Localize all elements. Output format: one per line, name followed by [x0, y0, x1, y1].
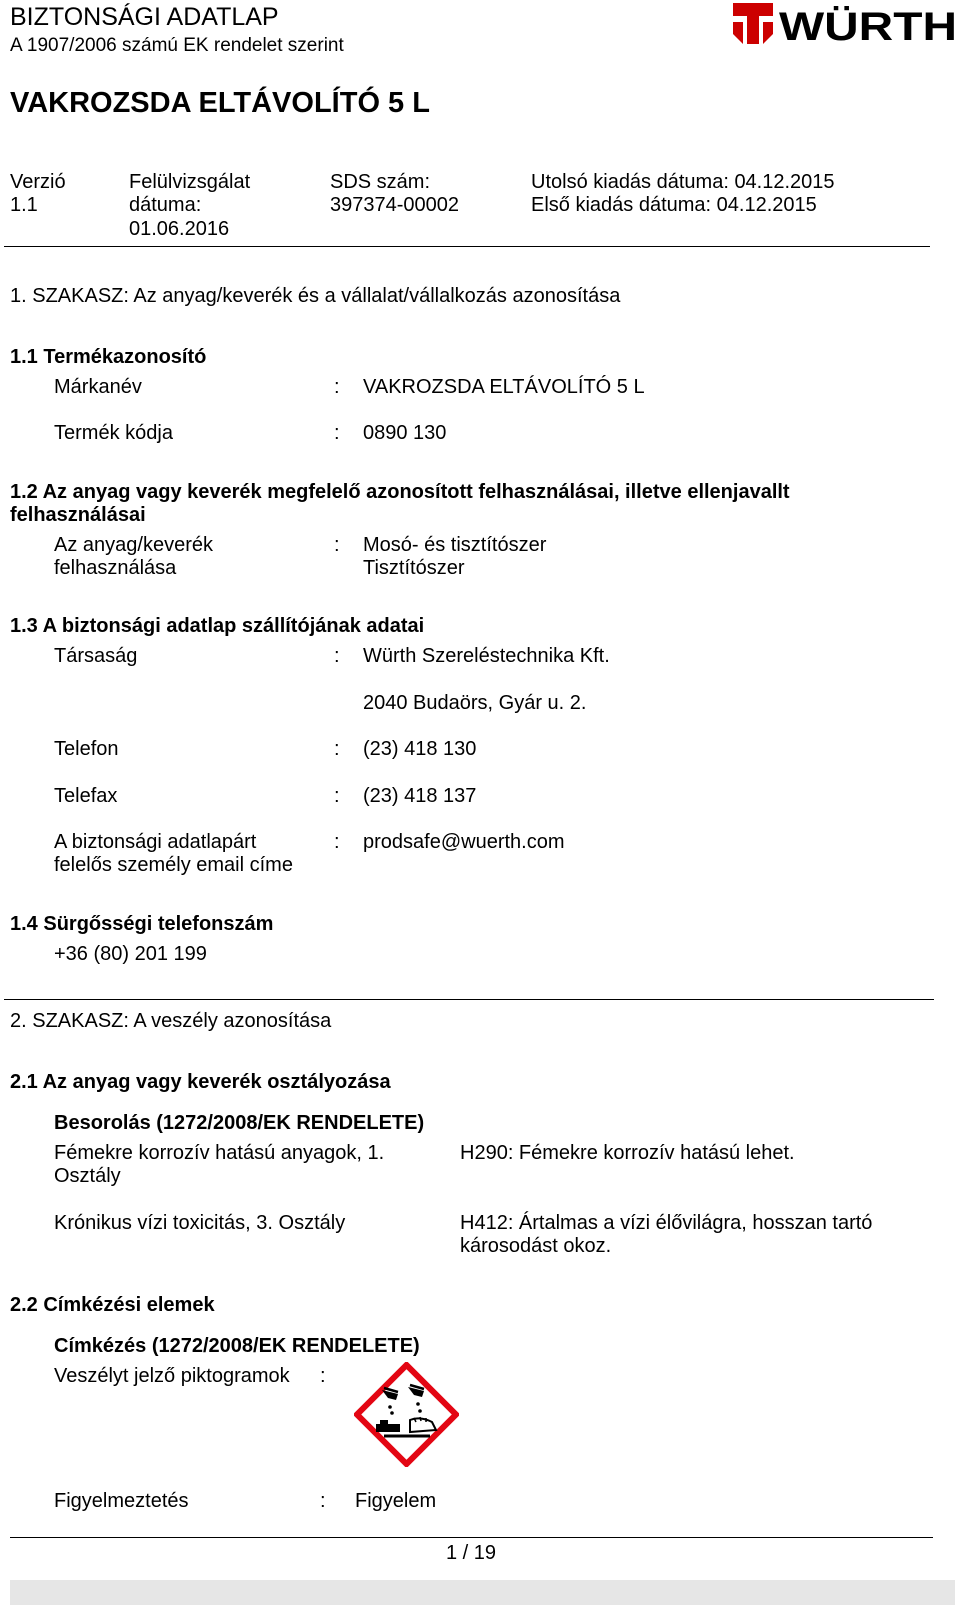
colon: :: [334, 645, 340, 667]
version-label: Verzió: [10, 171, 66, 193]
sds-number: 397374-00002: [330, 194, 460, 216]
fax-value: (23) 418 137: [363, 785, 477, 807]
footer-divider: [10, 1537, 933, 1538]
corrosion-ghs05-icon: [354, 1362, 459, 1467]
hazard-statement-h412: H412: Ártalmas a vízi élővilágra, hosszan tartó: [460, 1212, 873, 1234]
classification-2: Krónikus vízi toxicitás, 3. Osztály: [54, 1212, 346, 1234]
product-code-value: 0890 130: [363, 422, 447, 444]
company-address: 2040 Budaörs, Gyár u. 2.: [363, 692, 587, 714]
colon: :: [334, 738, 340, 760]
subsection-2-2-heading: 2.2 Címkézési elemek: [10, 1294, 215, 1316]
wurth-logo: [733, 0, 958, 52]
use-label: Az anyag/keverék: [54, 534, 213, 556]
emergency-phone: +36 (80) 201 199: [54, 943, 207, 965]
section-2-heading: 2. SZAKASZ: A veszély azonosítása: [10, 1010, 332, 1032]
document-title: BIZTONSÁGI ADATLAP: [10, 3, 279, 31]
hazard-statement-h290: H290: Fémekre korrozív hatású lehet.: [460, 1142, 795, 1164]
colon: :: [334, 785, 340, 807]
header-divider: [4, 246, 930, 247]
revision-label: Felülvizsgálat: [129, 171, 251, 193]
revision-date: 01.06.2016: [129, 218, 230, 240]
sds-label: SDS szám:: [330, 171, 431, 193]
hazard-statement-h412-cont: károsodást okoz.: [460, 1235, 612, 1257]
subsection-2-1-heading: 2.1 Az anyag vagy keverék osztályozása: [10, 1071, 391, 1093]
email-label: A biztonsági adatlapárt: [54, 831, 257, 853]
revision-label-2: dátuma:: [129, 194, 202, 216]
classification-1: Fémekre korrozív hatású anyagok, 1.: [54, 1142, 385, 1164]
brand-name-label: Márkanév: [54, 376, 142, 398]
use-label-cont: felhasználása: [54, 557, 177, 579]
phone-label: Telefon: [54, 738, 119, 760]
fax-label: Telefax: [54, 785, 118, 807]
use-value-1: Mosó- és tisztítószer: [363, 534, 547, 556]
signal-word-value: Figyelem: [355, 1490, 437, 1512]
classification-heading: Besorolás (1272/2008/EK RENDELETE): [54, 1112, 425, 1134]
section-divider: [4, 999, 934, 1000]
email-label-cont: felelős személy email címe: [54, 854, 293, 876]
use-value-2: Tisztítószer: [363, 557, 465, 579]
subsection-1-2-heading-cont: felhasználásai: [10, 504, 146, 526]
email-value: prodsafe@wuerth.com: [363, 831, 565, 853]
section-1-heading: 1. SZAKASZ: Az anyag/keverék és a vállalat/vállalkozás azonosítása: [10, 285, 621, 307]
colon: :: [334, 376, 340, 398]
colon: :: [334, 534, 340, 556]
brand-name-value: VAKROZSDA ELTÁVOLÍTÓ 5 L: [363, 376, 645, 398]
page-number: 1 / 19: [446, 1542, 497, 1564]
subsection-1-2-heading: 1.2 Az anyag vagy keverék megfelelő azonosított felhasználásai, illetve ellenjavallt: [10, 481, 790, 503]
colon: :: [334, 831, 340, 853]
wurth-logo-text: WÜRTH: [779, 5, 928, 49]
last-issue-date: Utolsó kiadás dátuma: 04.12.2015: [531, 171, 835, 193]
document-subtitle: A 1907/2006 számú EK rendelet szerint: [10, 35, 344, 56]
company-label: Társaság: [54, 645, 138, 667]
product-title: VAKROZSDA ELTÁVOLÍTÓ 5 L: [10, 87, 430, 119]
subsection-1-1-heading: 1.1 Termékazonosító: [10, 346, 207, 368]
pictogram-label: Veszélyt jelző piktogramok: [54, 1365, 290, 1387]
product-code-label: Termék kódja: [54, 422, 173, 444]
wurth-logo-mark: [733, 3, 773, 44]
version-value: 1.1: [10, 194, 38, 216]
labelling-heading: Címkézés (1272/2008/EK RENDELETE): [54, 1335, 420, 1357]
classification-1-cont: Osztály: [54, 1165, 121, 1187]
signal-word-label: Figyelmeztetés: [54, 1490, 189, 1512]
phone-value: (23) 418 130: [363, 738, 477, 760]
subsection-1-3-heading: 1.3 A biztonsági adatlap szállítójának adatai: [10, 615, 425, 637]
colon: :: [320, 1365, 326, 1387]
colon: :: [334, 422, 340, 444]
colon: :: [320, 1490, 326, 1512]
footer-bar: [10, 1580, 955, 1605]
first-issue-date: Első kiadás dátuma: 04.12.2015: [531, 194, 817, 216]
subsection-1-4-heading: 1.4 Sürgősségi telefonszám: [10, 913, 274, 935]
company-value: Würth Szereléstechnika Kft.: [363, 645, 610, 667]
